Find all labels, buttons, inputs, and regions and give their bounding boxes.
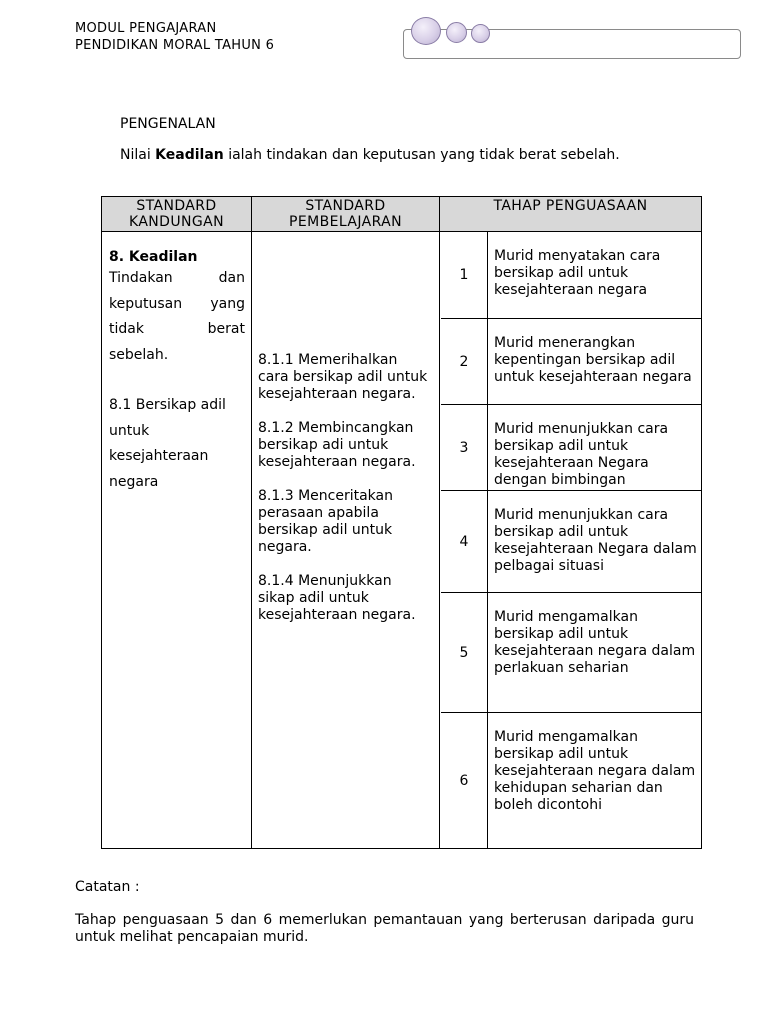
kandungan-desc-line: Tindakan dan: [109, 270, 245, 286]
note-title: Catatan :: [75, 879, 140, 895]
column-divider: [251, 232, 252, 848]
header-standard-kandungan: STANDARD KANDUNGAN: [102, 197, 251, 232]
tahap-row: [441, 318, 701, 404]
header-line-2: PENDIDIKAN MORAL TAHUN 6: [75, 38, 275, 53]
standards-table: [101, 196, 702, 849]
intro-paragraph: Nilai Keadilan ialah tindakan dan keputusan yang tidak berat sebelah.: [120, 147, 620, 163]
pembelajaran-item: 8.1.2 Membincangkan bersikap adi untuk kesejahteraan negara.: [258, 420, 416, 470]
tahap-level: 5: [459, 644, 469, 661]
tahap-row: [441, 712, 701, 848]
kandungan-sub-line: kesejahteraan: [109, 448, 209, 464]
tahap-description: Murid mengamalkan bersikap adil untuk kesejahteraan negara dalam perlakuan seharian: [494, 609, 696, 676]
pembelajaran-item: 8.1.3 Menceritakan perasaan apabila bersikap adil untuk negara.: [258, 488, 393, 555]
keyword-keadilan: Keadilan: [155, 147, 224, 163]
tahap-description: Murid mengamalkan bersikap adil untuk kesejahteraan negara dalam kehidupan seharian dan boleh dicontohi: [494, 729, 696, 813]
kandungan-sub-line: 8.1 Bersikap adil: [109, 397, 226, 413]
kandungan-desc-line: keputusan yang: [109, 295, 245, 312]
pembelajaran-cell: [258, 352, 428, 641]
tahap-level: 3: [459, 439, 469, 456]
tahap-row: [441, 592, 701, 712]
pembelajaran-item: 8.1.4 Menunjukkan sikap adil untuk kesejahteraan negara.: [258, 573, 416, 623]
document-header: [75, 20, 274, 54]
tahap-level: 6: [459, 772, 469, 789]
tahap-description: Murid menunjukkan cara bersikap adil untuk kesejahteraan Negara dengan bimbingan: [494, 421, 669, 488]
circle-decoration-icon: [411, 17, 441, 45]
tahap-row: [441, 232, 701, 318]
kandungan-sub-line: negara: [109, 473, 159, 490]
header-standard-pembelajaran: STANDARD PEMBELAJARAN: [251, 197, 439, 232]
tahap-level: 1: [459, 267, 469, 283]
kandungan-desc-line: tidak berat: [109, 321, 245, 337]
note-text: Tahap penguasaan 5 dan 6 memerlukan pemantauan yang berterusan daripada guru untuk melihat pencapaian murid.: [75, 912, 694, 945]
tahap-level: 2: [459, 353, 469, 370]
column-divider: [439, 232, 440, 848]
tahap-description: Murid menerangkan kepentingan bersikap adil untuk kesejahteraan negara: [494, 335, 692, 385]
kandungan-cell: [109, 249, 245, 495]
circle-decoration-icon: [446, 22, 467, 43]
kandungan-sub-line: untuk: [109, 422, 150, 439]
tahap-description: Murid menyatakan cara bersikap adil untuk kesejahteraan negara: [494, 248, 661, 298]
circle-decoration-icon: [471, 24, 490, 43]
header-line-1: MODUL PENGAJARAN: [75, 21, 217, 36]
header-tahap-penguasaan: TAHAP PENGUASAAN: [439, 197, 701, 232]
tahap-row: [441, 404, 701, 490]
tahap-level: 4: [459, 533, 469, 550]
kandungan-title: 8. Keadilan: [109, 249, 198, 265]
kandungan-desc-line: sebelah.: [109, 346, 169, 363]
pembelajaran-item: 8.1.1 Memerihalkan cara bersikap adil untuk kesejahteraan negara.: [258, 352, 428, 402]
tahap-row: [441, 490, 701, 592]
tahap-description: Murid menunjukkan cara bersikap adil untuk kesejahteraan Negara dalam pelbagai situasi: [494, 507, 697, 574]
section-title: PENGENALAN: [120, 116, 216, 132]
